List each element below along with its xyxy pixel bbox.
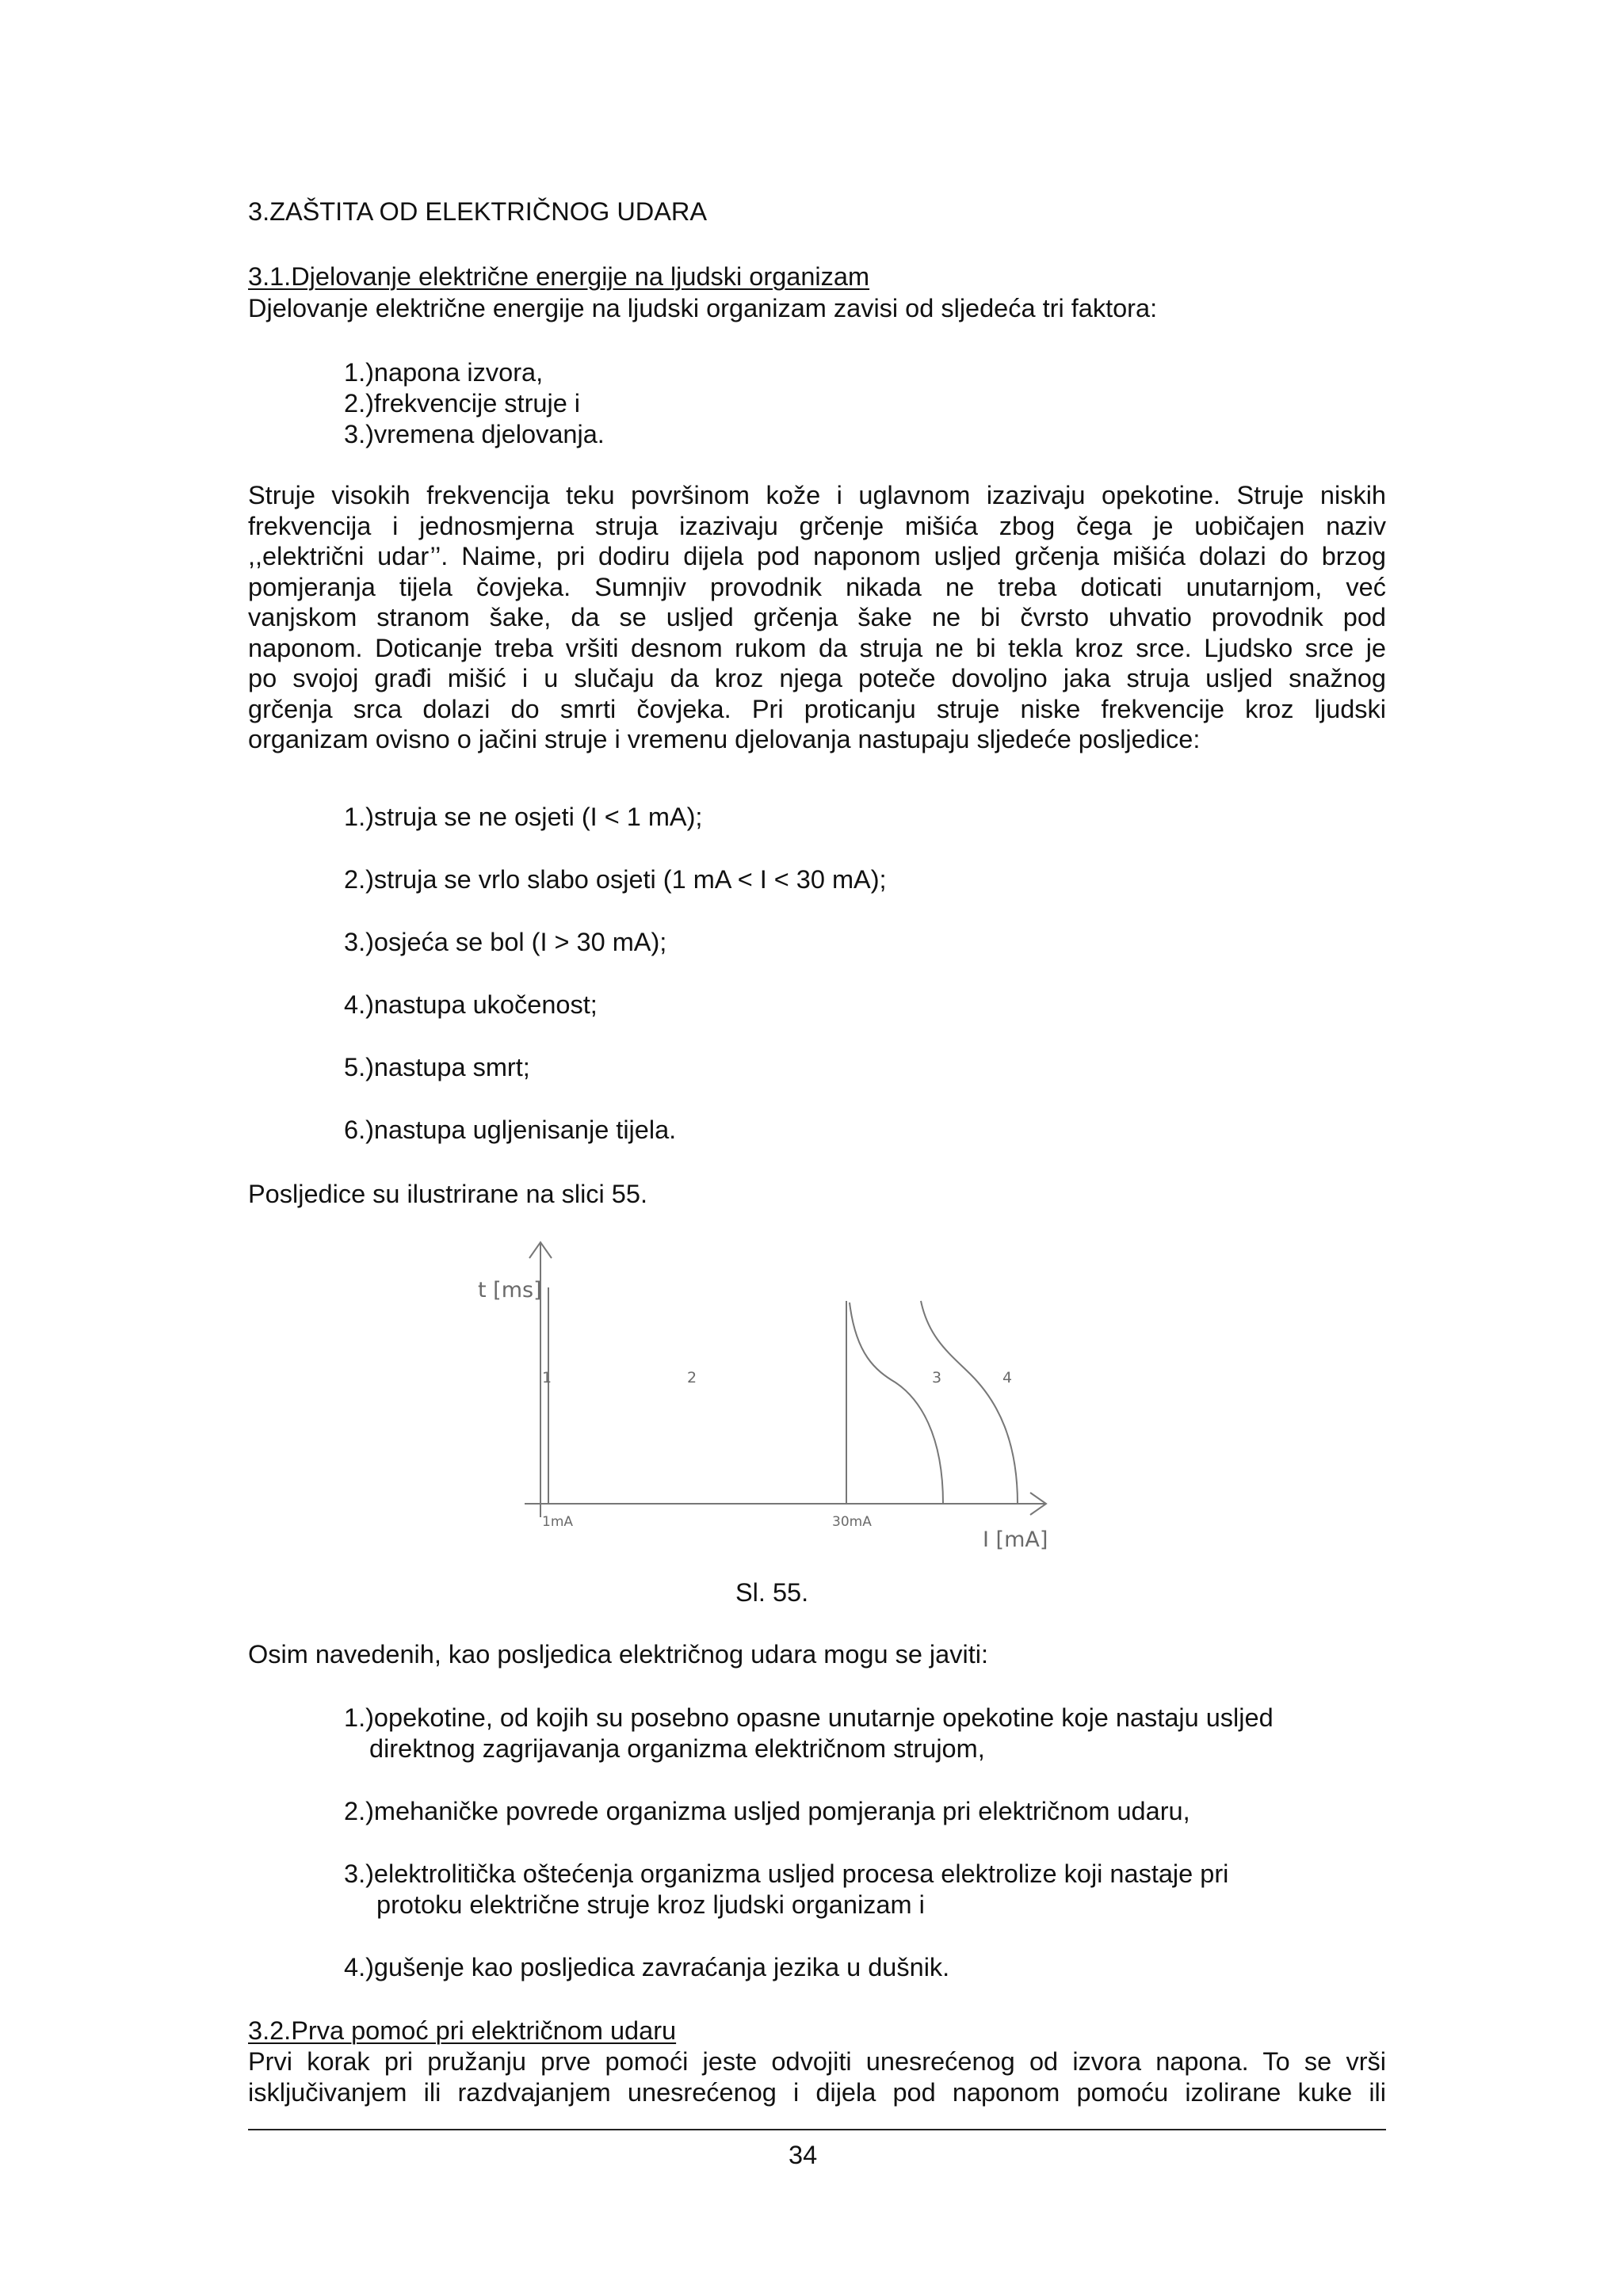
subsection-2-title: 3.2.Prva pomoć pri električnom udaru xyxy=(248,2016,677,2045)
first-aid-paragraph xyxy=(248,2046,1386,2107)
y-axis-label: t [ms] xyxy=(478,1278,542,1302)
subsection-1-title: 3.1.Djelovanje električne energije na ljudski organizam xyxy=(248,262,870,291)
factor-item: 1.)napona izvora, xyxy=(344,358,544,387)
factor-item: 3.)vremena djelovanja. xyxy=(344,420,605,448)
other-consequence-item-continuation: protoku električne struje kroz ljudski organizam i xyxy=(376,1890,925,1919)
paragraph-line: frekvencija i jednosmjerna struja izazivaju grčenje mišića zbog čega je uobičajen naziv xyxy=(248,511,1386,540)
paragraph-line: Struje visokih frekvencija teku površinom kože i uglavnom izazivaju opekotine. Struje niskih xyxy=(248,481,1386,509)
paragraph-line: organizam ovisno o jačini struje i vremenu djelovanja nastupaju sljedeće posljedice: xyxy=(248,725,1201,753)
paragraph-line: vanjskom stranom šake, da se usljed grčenja šake ne bi čvrsto uhvatio provodnik pod xyxy=(248,603,1386,631)
subsection-1-intro: Djelovanje električne energije na ljudski organizam zavisi od sljedeća tri faktora: xyxy=(248,294,1158,322)
other-consequence-item-continuation: direktnog zagrijavanja organizma električnom strujom, xyxy=(369,1734,985,1763)
zone-label-3: 3 xyxy=(932,1369,942,1386)
other-consequence-item: 4.)gušenje kao posljedica zavraćanja jezika u dušnik. xyxy=(344,1953,950,1981)
page-number: 34 xyxy=(789,2141,818,2169)
zone-boundary-curve-3 xyxy=(850,1302,943,1504)
x-tick-label-30mA: 30mA xyxy=(832,1514,872,1530)
other-consequence-item: 2.)mehaničke povrede organizma usljed pomjeranja pri električnom udaru, xyxy=(344,1797,1190,1825)
x-tick-label-1mA: 1mA xyxy=(542,1514,574,1530)
other-consequences-intro: Osim navedenih, kao posljedica električnog udara mogu se javiti: xyxy=(248,1640,988,1669)
consequence-item: 5.)nastupa smrt; xyxy=(344,1053,530,1081)
consequence-item: 2.)struja se vrlo slabo osjeti (1 mA < I < 30 mA); xyxy=(344,865,887,894)
consequence-item: 3.)osjeća se bol (I > 30 mA); xyxy=(344,928,667,956)
zone-label-4: 4 xyxy=(1002,1369,1013,1386)
other-consequence-item: 3.)elektrolitička oštećenja organizma usljed procesa elektrolize koji nastaje pri xyxy=(344,1859,1229,1888)
zone-boundary-curve-4 xyxy=(921,1301,1018,1504)
paragraph-line: pomjeranja tijela čovjeka. Sumnjiv provodnik nikada ne treba doticati unutarnjom, već xyxy=(248,572,1386,601)
other-consequence-item: 1.)opekotine, od kojih su posebno opasne unutarnje opekotine koje nastaju usljed xyxy=(344,1703,1274,1732)
body-paragraph xyxy=(248,480,1386,755)
paragraph-line: isključivanjem ili razdvajanjem unesrećenog i dijela pod naponom pomoću izolirane kuke ili xyxy=(248,2077,1386,2107)
paragraph-line: ,,električni udar’’. Naime, pri dodiru dijela pod naponom usljed grčenja mišića dolazi do brzog xyxy=(248,542,1386,570)
zone-label-2: 2 xyxy=(687,1369,697,1386)
figure-caption: Sl. 55. xyxy=(735,1578,809,1607)
paragraph-line: naponom. Doticanje treba vršiti desnom rukom da struja ne bi tekla kroz srce. Ljudsko srce je xyxy=(248,633,1386,662)
section-heading: 3.ZAŠTITA OD ELEKTRIČNOG UDARA xyxy=(248,197,708,226)
figure-reference: Posljedice su ilustrirane na slici 55. xyxy=(248,1180,647,1208)
footer-rule xyxy=(248,2129,1386,2130)
consequence-item: 1.)struja se ne osjeti (I < 1 mA); xyxy=(344,803,703,831)
paragraph-line: po svojoj građi mišić i u slučaju da kroz njega poteče dovoljno jaka struja usljed snažnog xyxy=(248,664,1386,692)
paragraph-line: grčenja srca dolazi do smrti čovjeka. Pri proticanju struje niske frekvencije kroz ljudski xyxy=(248,694,1386,723)
time-current-diagram xyxy=(444,1236,1062,1561)
factor-item: 2.)frekvencije struje i xyxy=(344,389,581,418)
paragraph-line: Prvi korak pri pružanju prve pomoći jeste odvojiti unesrećenog od izvora napona. To se vrši xyxy=(248,2047,1386,2076)
zone-label-1: 1 xyxy=(542,1369,552,1386)
consequence-item: 6.)nastupa ugljenisanje tijela. xyxy=(344,1116,677,1144)
consequence-item: 4.)nastupa ukočenost; xyxy=(344,990,598,1019)
x-axis-label: I [mA] xyxy=(983,1527,1048,1552)
figure-55 xyxy=(444,1236,1062,1561)
